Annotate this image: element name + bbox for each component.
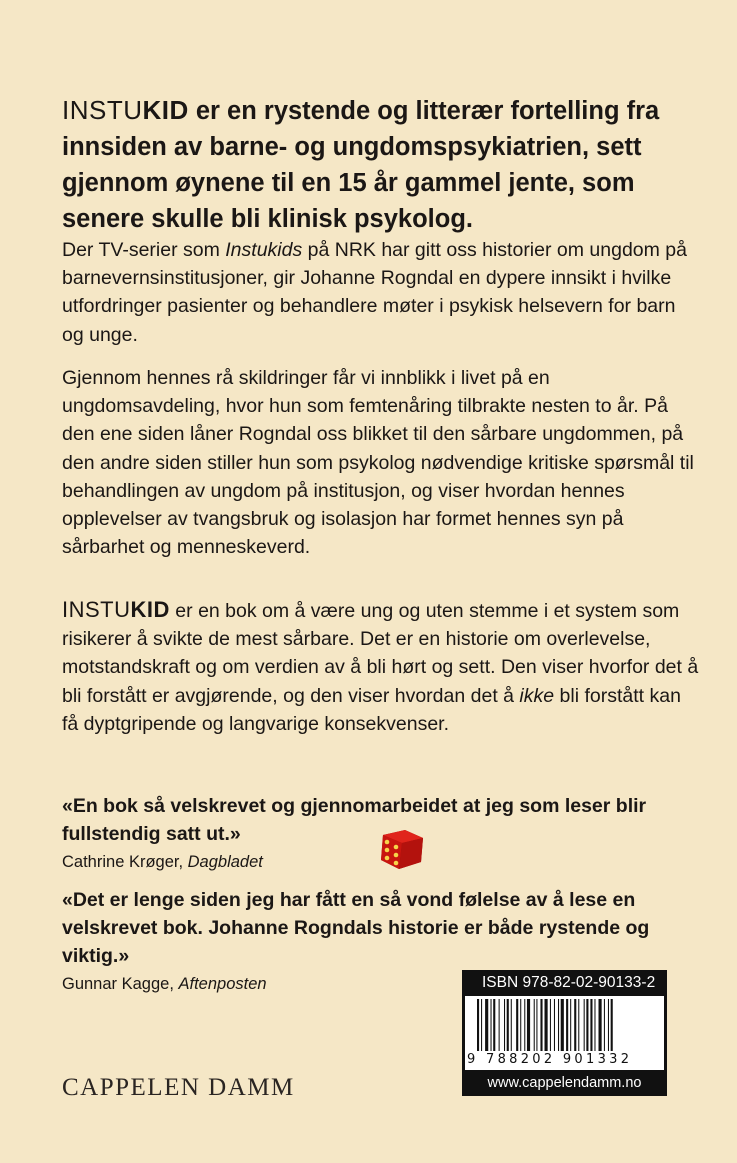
brand-prefix: INSTU <box>62 95 143 125</box>
quote-author: Gunnar Kagge, <box>62 975 179 993</box>
dice-six-icon <box>375 826 427 872</box>
para1-italic: Instukids <box>225 239 303 261</box>
description-paragraph-1 <box>62 236 702 349</box>
barcode-digits: 9 788202 901332 <box>467 1052 633 1067</box>
quote-text: «Det er lenge siden jeg har fått en så vond følelse av å lese en velskrevet bok. Johanne Rogndals historie er både rystende og viktig.» <box>62 889 650 967</box>
brand-prefix: INSTU <box>62 597 131 622</box>
para3-before: er en bok om å være ung og uten stemme i et system som risikerer å svikte de mest sårbare. Det er en historie om overlevelse, motstandskraft og om verdien av å bli hørt og sett. Den viser hvorfor det å bli forstått er avgjørende, og den viser hvordan det å <box>62 600 699 707</box>
lead-paragraph <box>62 92 702 237</box>
quote-text: «En bok så velskrevet og gjennomarbeidet at jeg som leser blir fullstendig satt ut.» <box>62 795 647 845</box>
para1-after: på NRK har gitt oss historier om ungdom på barnevernsinstitusjoner, gir Johanne Rogndal en dypere innsikt i hvilke utfordringer pasienter og behandlere møter i psykisk helsevern for barn og unge. <box>62 239 687 346</box>
quote-author: Cathrine Krøger, <box>62 853 188 871</box>
isbn-label: ISBN 978-82-02-90133-2 <box>482 974 656 991</box>
description-paragraph-2: Gjennom hennes rå skildringer får vi innblikk i livet på en ungdomsavdeling, hvor hun som femtenåring tilbrakte nesten to år. På den ene siden låner Rogndal oss blikket til den sårbare ungdommen, på den andre siden stiller hun som psykolog nødvendige kritiske spørsmål til behandlingen av ungdom på institusjon, og viser hvordan hennes opplevelser av tvangsbruk og isolasjon har formet hennes syn på sårbarhet og menneskeverd. <box>62 367 694 559</box>
barcode <box>465 996 664 1070</box>
para1-before: Der TV-serier som <box>62 239 226 261</box>
para3-after: bli forstått kan få dyptgripende og langvarige konsekvenser. <box>62 684 681 735</box>
lead-text: er en rystende og litterær fortelling fra innsiden av barne- og ungdomspsykiatrien, sett gjennom øynene til en 15 år gammel jente, som senere skulle bli klinisk psykolog. <box>62 97 660 233</box>
description-paragraph-3 <box>62 596 702 738</box>
para3-italic: ikke <box>519 684 555 707</box>
quote-publication: Aftenposten <box>178 975 267 993</box>
isbn-barcode-box <box>462 970 667 1096</box>
publisher-website: www.cappelendamm.no <box>487 1075 642 1091</box>
brand-suffix: KID <box>142 95 189 125</box>
publisher-logo: CAPPELEN DAMM <box>62 1074 295 1101</box>
brand-suffix: KID <box>130 597 170 622</box>
quote-publication: Dagbladet <box>187 853 263 871</box>
